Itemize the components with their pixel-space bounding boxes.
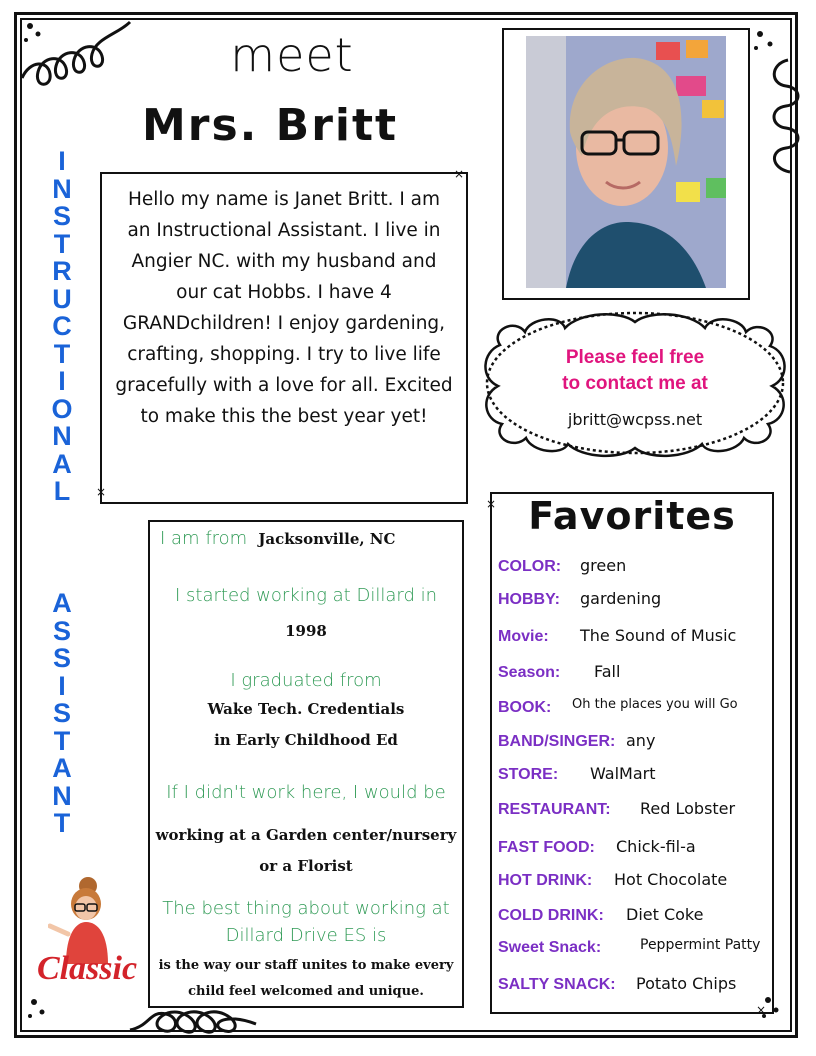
fact-started-value: 1998	[285, 622, 327, 640]
favorite-key: COLD DRINK:	[498, 907, 604, 924]
svg-text:×: ×	[756, 1003, 767, 1017]
favorite-key: Sweet Snack:	[498, 939, 602, 956]
favorite-value: Peppermint Patty	[640, 937, 761, 953]
favorite-row	[498, 870, 772, 894]
side-title-word-1: I N S T R U C T I O N A L	[51, 146, 73, 506]
favorite-key: COLOR:	[498, 558, 562, 575]
side-title-instructional	[44, 148, 80, 506]
fact-best-value-2: child feel welcomed and unique.	[188, 984, 424, 999]
svg-text:×: ×	[454, 167, 465, 181]
favorite-value: Chick-fil-a	[616, 837, 696, 856]
favorite-key: Season:	[498, 664, 561, 681]
contact-email[interactable]: jbritt@wcpss.net	[567, 410, 703, 429]
bio-text: Hello my name is Janet Britt. I am an Instructional Assistant. I live in Angier NC. with my husband and our cat Hobbs. I have 4 GRANDchildren! I enjoy gardening, crafting, shopping. I try to live life gracefully with a love for all. Excited to make this the best year yet!	[115, 189, 453, 427]
bio-box	[100, 172, 468, 504]
favorite-value: Potato Chips	[636, 974, 737, 993]
side-title-assistant	[44, 590, 80, 838]
favorite-value: green	[580, 556, 627, 575]
favorite-row	[498, 837, 772, 861]
svg-text:×: ×	[96, 485, 107, 499]
favorite-value: any	[626, 731, 656, 750]
favorite-value: Fall	[594, 662, 621, 681]
favorite-value: Oh the places you will Go	[572, 697, 738, 712]
meet-heading: meet	[230, 28, 354, 82]
svg-text:×: ×	[486, 497, 497, 511]
favorite-key: HOBBY:	[498, 591, 560, 608]
favorite-value: Red Lobster	[640, 799, 736, 818]
fact-best-label-1: The best thing about working at	[162, 898, 450, 919]
fact-graduated-value-1: Wake Tech. Credentials	[207, 700, 405, 718]
contact-line-1: Please feel free	[565, 347, 705, 368]
favorite-row	[498, 937, 772, 961]
favorite-key: BOOK:	[498, 699, 552, 716]
favorite-key: HOT DRINK:	[498, 872, 593, 889]
favorite-key: STORE:	[498, 766, 559, 783]
teacher-photo	[526, 36, 726, 288]
favorite-row	[498, 764, 772, 788]
favorite-row	[498, 556, 772, 580]
favorite-value: WalMart	[590, 764, 656, 783]
teacher-name: Mrs. Britt	[141, 100, 399, 151]
favorite-value: Hot Chocolate	[614, 870, 728, 889]
favorite-key: RESTAURANT:	[498, 801, 611, 818]
classic-logo: Classic	[36, 950, 138, 987]
fact-alt-label: If I didn't work here, I would be	[166, 782, 446, 803]
favorite-key: FAST FOOD:	[498, 839, 595, 856]
favorite-row	[498, 799, 772, 823]
favorite-key: SALTY SNACK:	[498, 976, 616, 993]
favorite-value: The Sound of Music	[580, 626, 737, 645]
fact-from-label: I am from	[160, 528, 248, 549]
favorites-title: Favorites	[528, 494, 736, 538]
favorite-row	[498, 697, 772, 721]
favorite-row	[498, 905, 772, 929]
portrait-image	[526, 36, 726, 288]
favorite-row	[498, 626, 772, 650]
favorite-key: Movie:	[498, 628, 549, 645]
favorite-key: BAND/SINGER:	[498, 733, 616, 750]
fact-graduated-label: I graduated from	[230, 670, 382, 691]
favorite-row	[498, 731, 772, 755]
fact-best-label-2: Dillard Drive ES is	[225, 925, 387, 946]
contact-heading	[535, 345, 735, 397]
favorite-row	[498, 662, 772, 686]
favorite-row	[498, 974, 772, 998]
fact-alt-value-1: working at a Garden center/nursery	[155, 826, 457, 844]
favorite-row	[498, 589, 772, 613]
favorite-value: Diet Coke	[626, 905, 704, 924]
fact-from-value: Jacksonville, NC	[258, 530, 396, 548]
side-title-word-2: A S S I S T A N T	[52, 588, 72, 838]
fact-from	[160, 528, 456, 549]
fact-alt-value-2: or a Florist	[259, 857, 353, 875]
favorite-value: gardening	[580, 589, 662, 608]
contact-line-2: to contact me at	[562, 373, 708, 394]
fact-best-value-1: is the way our staff unites to make every	[158, 958, 454, 973]
fact-started-label: I started working at Dillard in	[174, 585, 437, 606]
fact-graduated-value-2: in Early Childhood Ed	[214, 731, 398, 749]
